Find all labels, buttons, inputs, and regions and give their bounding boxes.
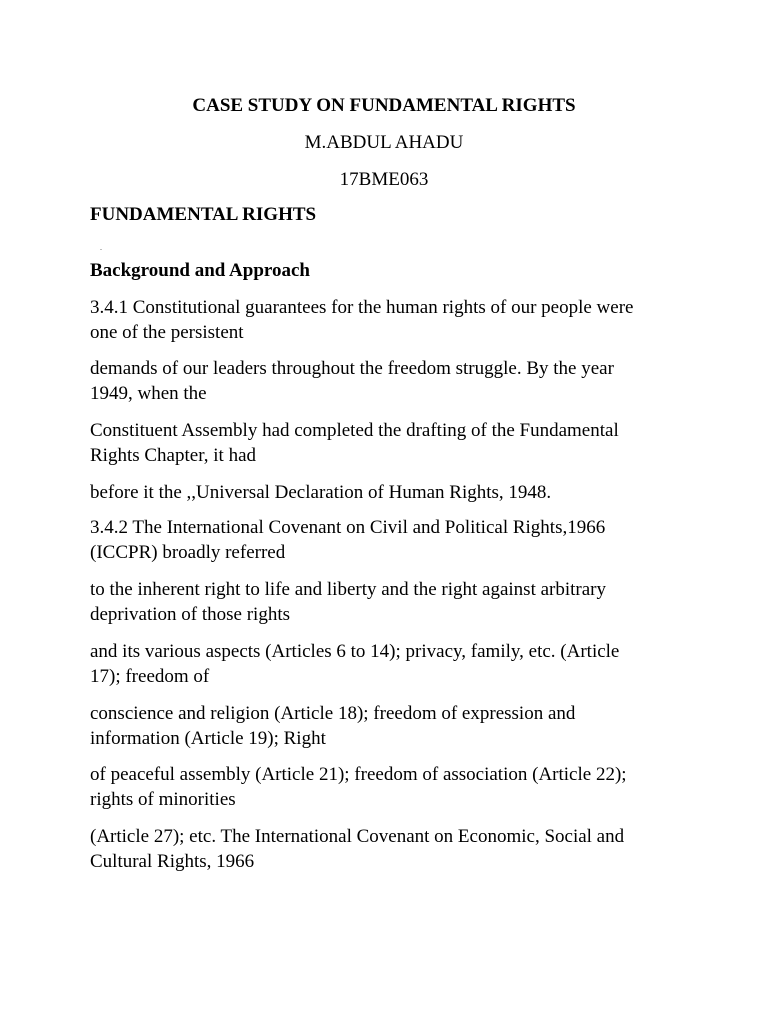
paragraph bbox=[90, 295, 690, 345]
paragraph-line: demands of our leaders throughout the freedom struggle. By the year bbox=[90, 358, 614, 379]
paragraph-line: Cultural Rights, 1966 bbox=[90, 851, 255, 872]
paragraph bbox=[90, 639, 690, 689]
paragraph bbox=[90, 701, 690, 751]
paragraph-line: 1949, when the bbox=[90, 383, 207, 404]
paragraph bbox=[90, 577, 690, 627]
paragraph-line: before it the ,,Universal Declaration of Human Rights, 1948. bbox=[90, 482, 552, 503]
paragraph bbox=[90, 515, 690, 565]
paragraph-line: to the inherent right to life and liberty and the right against arbitrary bbox=[90, 579, 607, 600]
paragraph-line: 3.4.2 The International Covenant on Civil and Political Rights,1966 bbox=[90, 517, 606, 538]
paragraph bbox=[90, 418, 690, 468]
subsection-heading: Background and Approach bbox=[90, 260, 310, 281]
paragraph-line: and its various aspects (Articles 6 to 14); privacy, family, etc. (Article bbox=[90, 641, 620, 662]
paragraph-line: 17); freedom of bbox=[90, 666, 210, 687]
paragraph bbox=[90, 356, 690, 406]
stray-mark: . bbox=[100, 243, 102, 252]
roll-number: 17BME063 bbox=[339, 169, 429, 190]
document-title: CASE STUDY ON FUNDAMENTAL RIGHTS bbox=[192, 95, 576, 116]
paragraph-line: information (Article 19); Right bbox=[90, 728, 326, 749]
paragraph-line: (ICCPR) broadly referred bbox=[90, 542, 286, 563]
paragraph-line: Constituent Assembly had completed the drafting of the Fundamental bbox=[90, 420, 619, 441]
author-name: M.ABDUL AHADU bbox=[304, 132, 464, 153]
paragraph-line: rights of minorities bbox=[90, 789, 236, 810]
paragraph-line: one of the persistent bbox=[90, 322, 244, 343]
paragraph-line: 3.4.1 Constitutional guarantees for the human rights of our people were bbox=[90, 297, 634, 318]
section-heading: FUNDAMENTAL RIGHTS bbox=[90, 204, 317, 225]
paragraph-line: of peaceful assembly (Article 21); freedom of association (Article 22); bbox=[90, 764, 627, 785]
paragraph bbox=[90, 824, 690, 874]
paragraph-line: (Article 27); etc. The International Covenant on Economic, Social and bbox=[90, 826, 625, 847]
paragraph-line: Rights Chapter, it had bbox=[90, 445, 256, 466]
paragraph-line: conscience and religion (Article 18); freedom of expression and bbox=[90, 703, 576, 724]
paragraph bbox=[90, 480, 690, 505]
paragraph-line: deprivation of those rights bbox=[90, 604, 290, 625]
paragraph bbox=[90, 762, 690, 812]
